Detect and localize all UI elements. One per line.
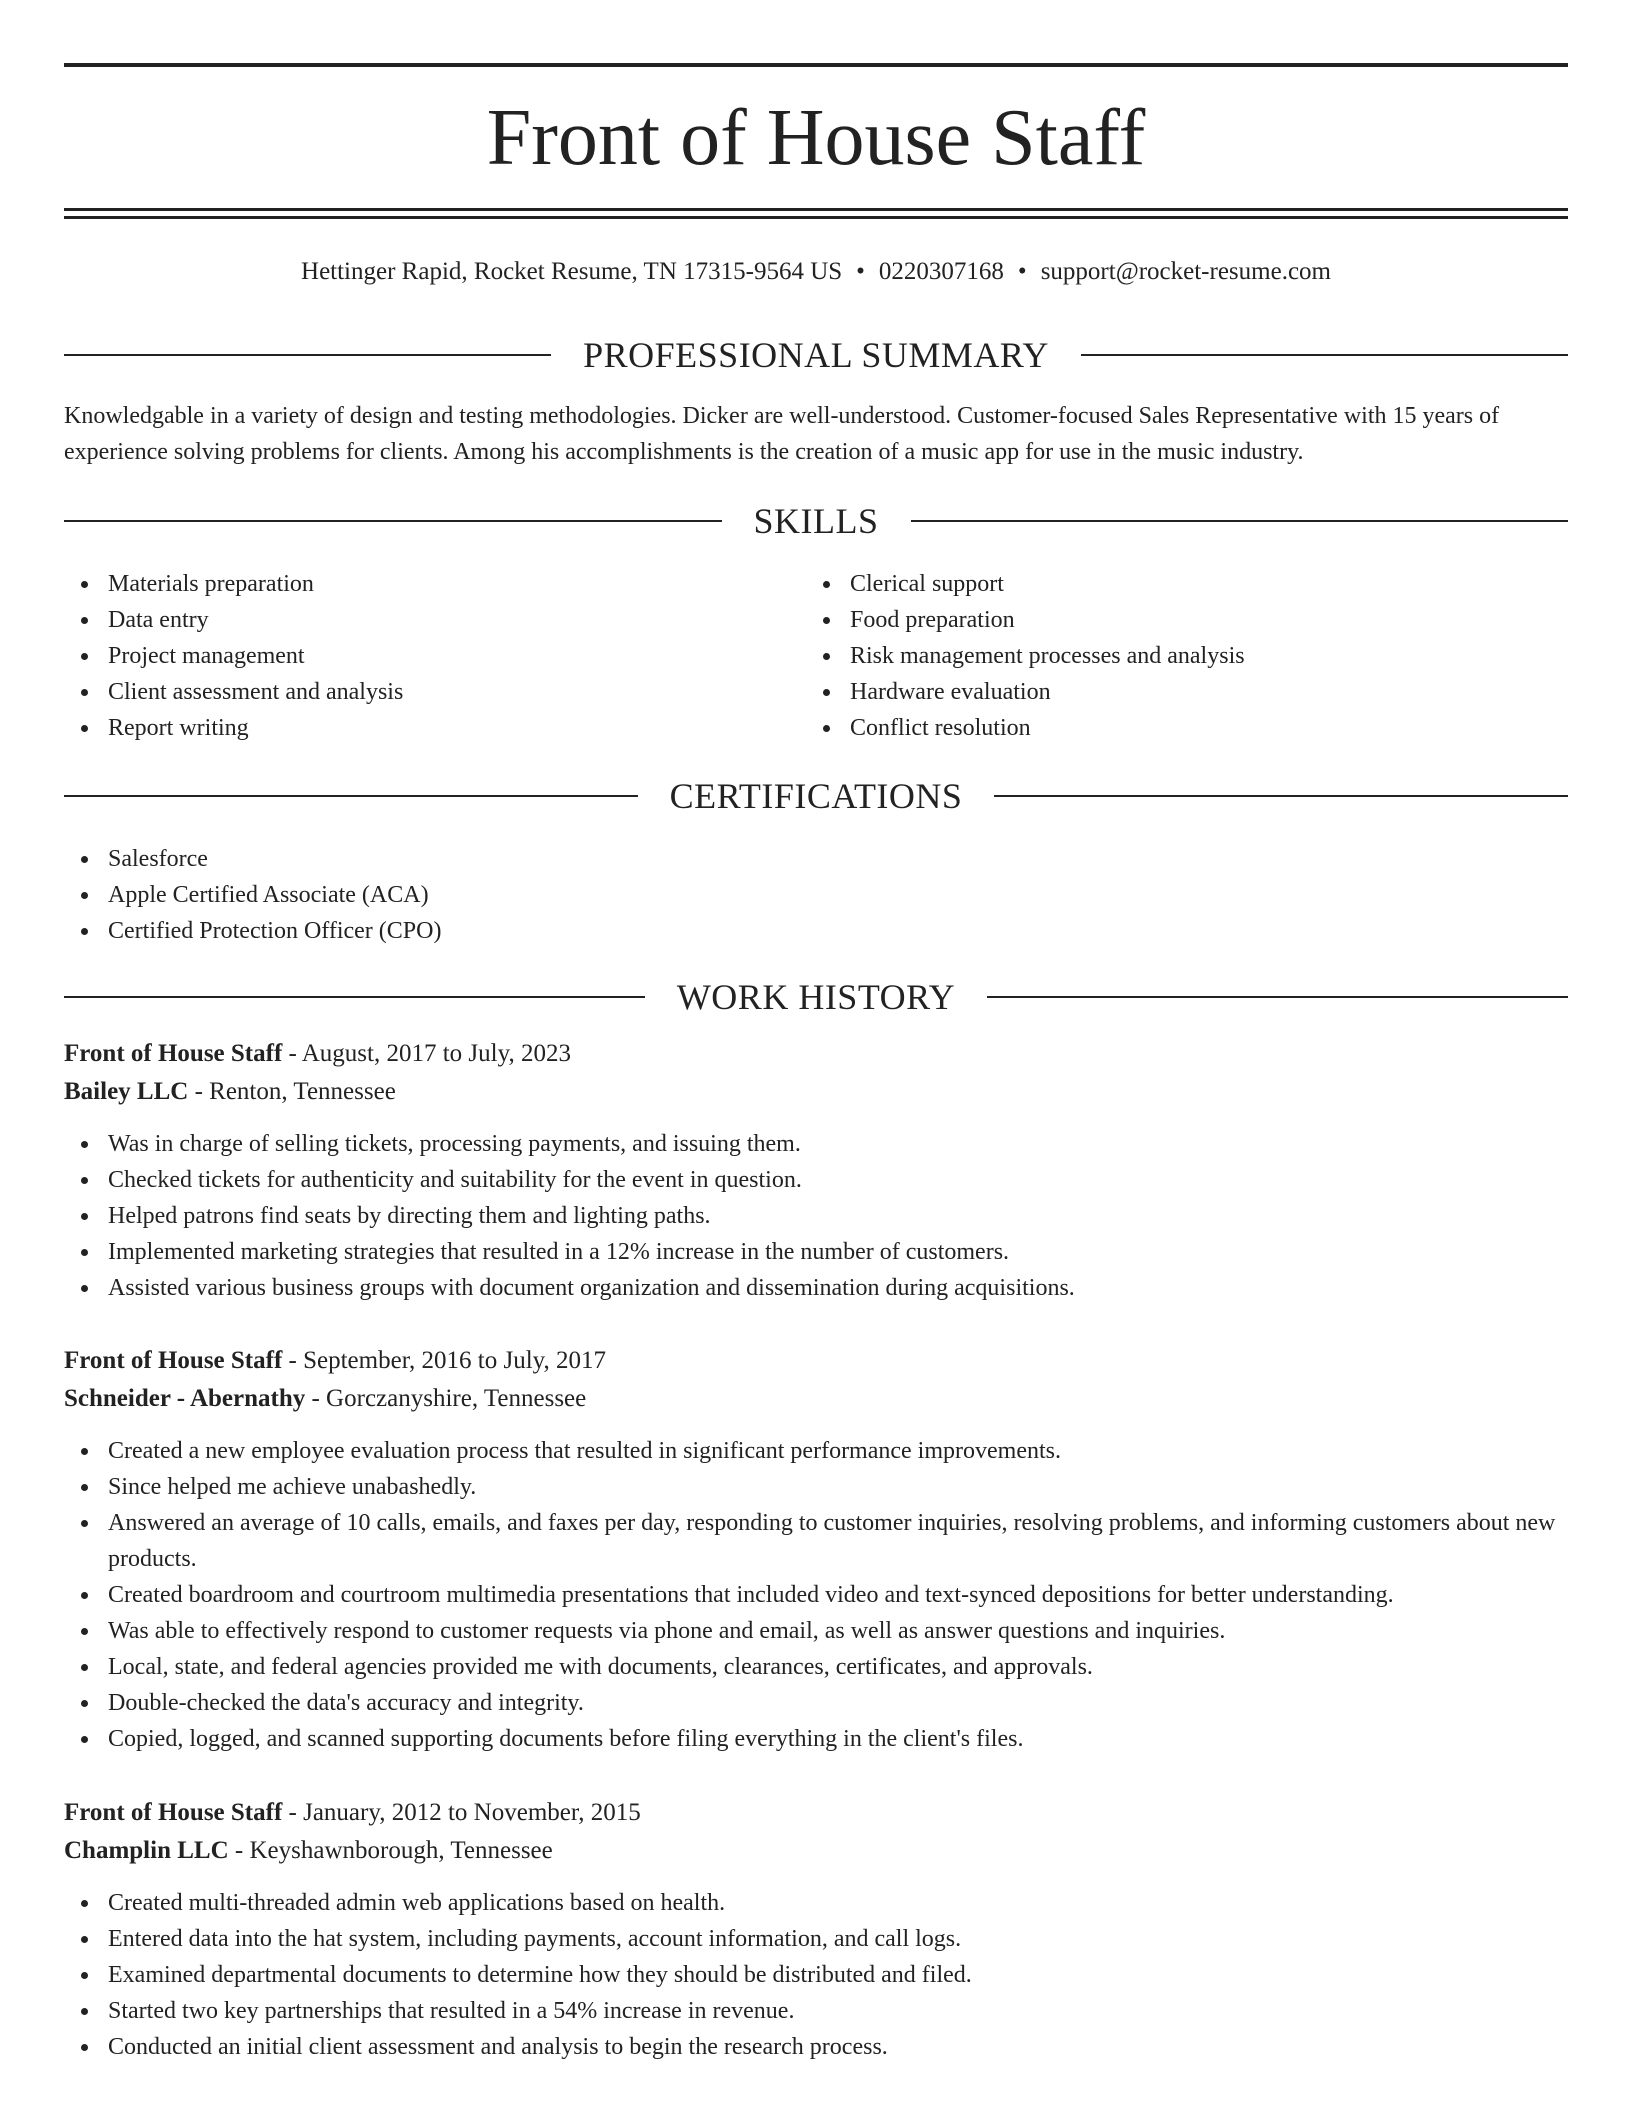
job-location: - Keyshawnborough, Tennessee (228, 1837, 553, 1864)
job-duty-item: Implemented marketing strategies that resulted in a 12% increase in the number of customers. (64, 1234, 1568, 1270)
job-duty-item: Was able to effectively respond to customer requests via phone and email, as well as answer questions and inquiries. (64, 1613, 1568, 1649)
job-location: - Renton, Tennessee (188, 1078, 396, 1105)
skill-item: Client assessment and analysis (64, 674, 764, 710)
heading-rule (1081, 354, 1568, 356)
title-rule-lower (64, 216, 1568, 219)
certification-item: Apple Certified Associate (ACA) (64, 877, 1568, 913)
job-company: Bailey LLC (64, 1078, 189, 1105)
summary-text: Knowledgable in a variety of design and testing methodologies. Dicker are well-understood. Customer-focused Sales Representative with 15 years of experience solving problems for clients. Among his accomplishments is the creation of a music app for use in the music industry. (64, 403, 1500, 465)
job-duty-item: Double-checked the data's accuracy and integrity. (64, 1685, 1568, 1721)
contact-separator: • (1017, 258, 1027, 285)
job-duties-list (64, 1433, 1568, 1757)
contact-address: Hettinger Rapid, Rocket Resume, TN 17315-9564 US (301, 258, 843, 285)
contact-phone: 0220307168 (878, 258, 1004, 285)
section-title: CERTIFICATIONS (669, 776, 963, 816)
certification-item: Salesforce (64, 841, 1568, 877)
job-duty-item: Assisted various business groups with document organization and dissemination during acquisitions. (64, 1270, 1568, 1306)
heading-rule (64, 795, 638, 797)
skill-item: Data entry (64, 602, 764, 638)
job-duty-item: Entered data into the hat system, including payments, account information, and call logs. (64, 1921, 1568, 1957)
job-dates: - September, 2016 to July, 2017 (282, 1347, 607, 1374)
job-duty-item: Helped patrons find seats by directing them and lighting paths. (64, 1198, 1568, 1234)
skill-item: Risk management processes and analysis (806, 638, 1506, 674)
job-duty-item: Was in charge of selling tickets, processing payments, and issuing them. (64, 1126, 1568, 1162)
job-company-line (64, 1380, 1568, 1418)
certifications-list (64, 841, 1568, 949)
job-company: Champlin LLC (64, 1837, 229, 1864)
certification-item: Certified Protection Officer (CPO) (64, 913, 1568, 949)
contact-separator: • (856, 258, 865, 285)
job-entry (64, 1794, 1568, 2065)
skills-list-left (64, 566, 764, 746)
section-heading-work (64, 975, 1568, 1019)
job-company: Schneider - Abernathy (64, 1385, 306, 1412)
job-location: - Gorczanyshire, Tennessee (305, 1385, 587, 1412)
skill-item: Conflict resolution (806, 710, 1506, 746)
job-duty-item: Answered an average of 10 calls, emails, and faxes per day, responding to customer inquiries, resolving problems, and informing customers about new products. (64, 1505, 1568, 1577)
section-heading-summary (64, 333, 1568, 377)
skill-item: Food preparation (806, 602, 1506, 638)
section-title: PROFESSIONAL SUMMARY (583, 335, 1049, 375)
contact-line (64, 256, 1568, 288)
skills-list-right (806, 566, 1506, 746)
job-duty-item: Since helped me achieve unabashedly. (64, 1469, 1568, 1505)
job-role-line (64, 1794, 1568, 1832)
section-title: WORK HISTORY (676, 977, 956, 1017)
job-dates: - January, 2012 to November, 2015 (282, 1799, 641, 1826)
job-role: Front of House Staff (64, 1040, 283, 1067)
section-title: SKILLS (753, 501, 879, 541)
heading-rule (911, 520, 1569, 522)
job-role-line (64, 1342, 1568, 1380)
heading-rule (64, 354, 551, 356)
job-dates: - August, 2017 to July, 2023 (282, 1040, 571, 1067)
job-role: Front of House Staff (64, 1799, 283, 1826)
job-duties-list (64, 1126, 1568, 1306)
skill-item: Project management (64, 638, 764, 674)
heading-rule (64, 996, 645, 998)
top-rule (64, 63, 1568, 67)
job-duty-item: Created boardroom and courtroom multimedia presentations that included video and text-synced depositions for better understanding. (64, 1577, 1568, 1613)
job-duty-item: Local, state, and federal agencies provided me with documents, clearances, certificates, and approvals. (64, 1649, 1568, 1685)
job-duty-item: Copied, logged, and scanned supporting documents before filing everything in the client's files. (64, 1721, 1568, 1757)
job-entry (64, 1342, 1568, 1757)
job-duty-item: Examined departmental documents to determine how they should be distributed and filed. (64, 1957, 1568, 1993)
skill-item: Materials preparation (64, 566, 764, 602)
section-heading-certifications (64, 774, 1568, 818)
heading-rule (994, 795, 1568, 797)
heading-rule (987, 996, 1568, 998)
job-duty-item: Created a new employee evaluation process that resulted in significant performance improvements. (64, 1433, 1568, 1469)
job-duties-list (64, 1885, 1568, 2065)
job-duty-item: Started two key partnerships that resulted in a 54% increase in revenue. (64, 1993, 1568, 2029)
section-heading-skills (64, 499, 1568, 543)
job-role: Front of House Staff (64, 1347, 283, 1374)
skill-item: Hardware evaluation (806, 674, 1506, 710)
skill-item: Report writing (64, 710, 764, 746)
job-company-line (64, 1073, 1568, 1111)
resume-title: Front of House Staff (486, 94, 1146, 182)
contact-email: support@rocket-resume.com (1040, 258, 1331, 285)
skill-item: Clerical support (806, 566, 1506, 602)
job-company-line (64, 1832, 1568, 1870)
job-role-line (64, 1035, 1568, 1073)
job-duty-item: Conducted an initial client assessment and analysis to begin the research process. (64, 2029, 1568, 2065)
heading-rule (64, 520, 722, 522)
title-rule-upper (64, 208, 1568, 211)
job-duty-item: Checked tickets for authenticity and suitability for the event in question. (64, 1162, 1568, 1198)
job-duty-item: Created multi-threaded admin web applications based on health. (64, 1885, 1568, 1921)
job-entry (64, 1035, 1568, 1306)
